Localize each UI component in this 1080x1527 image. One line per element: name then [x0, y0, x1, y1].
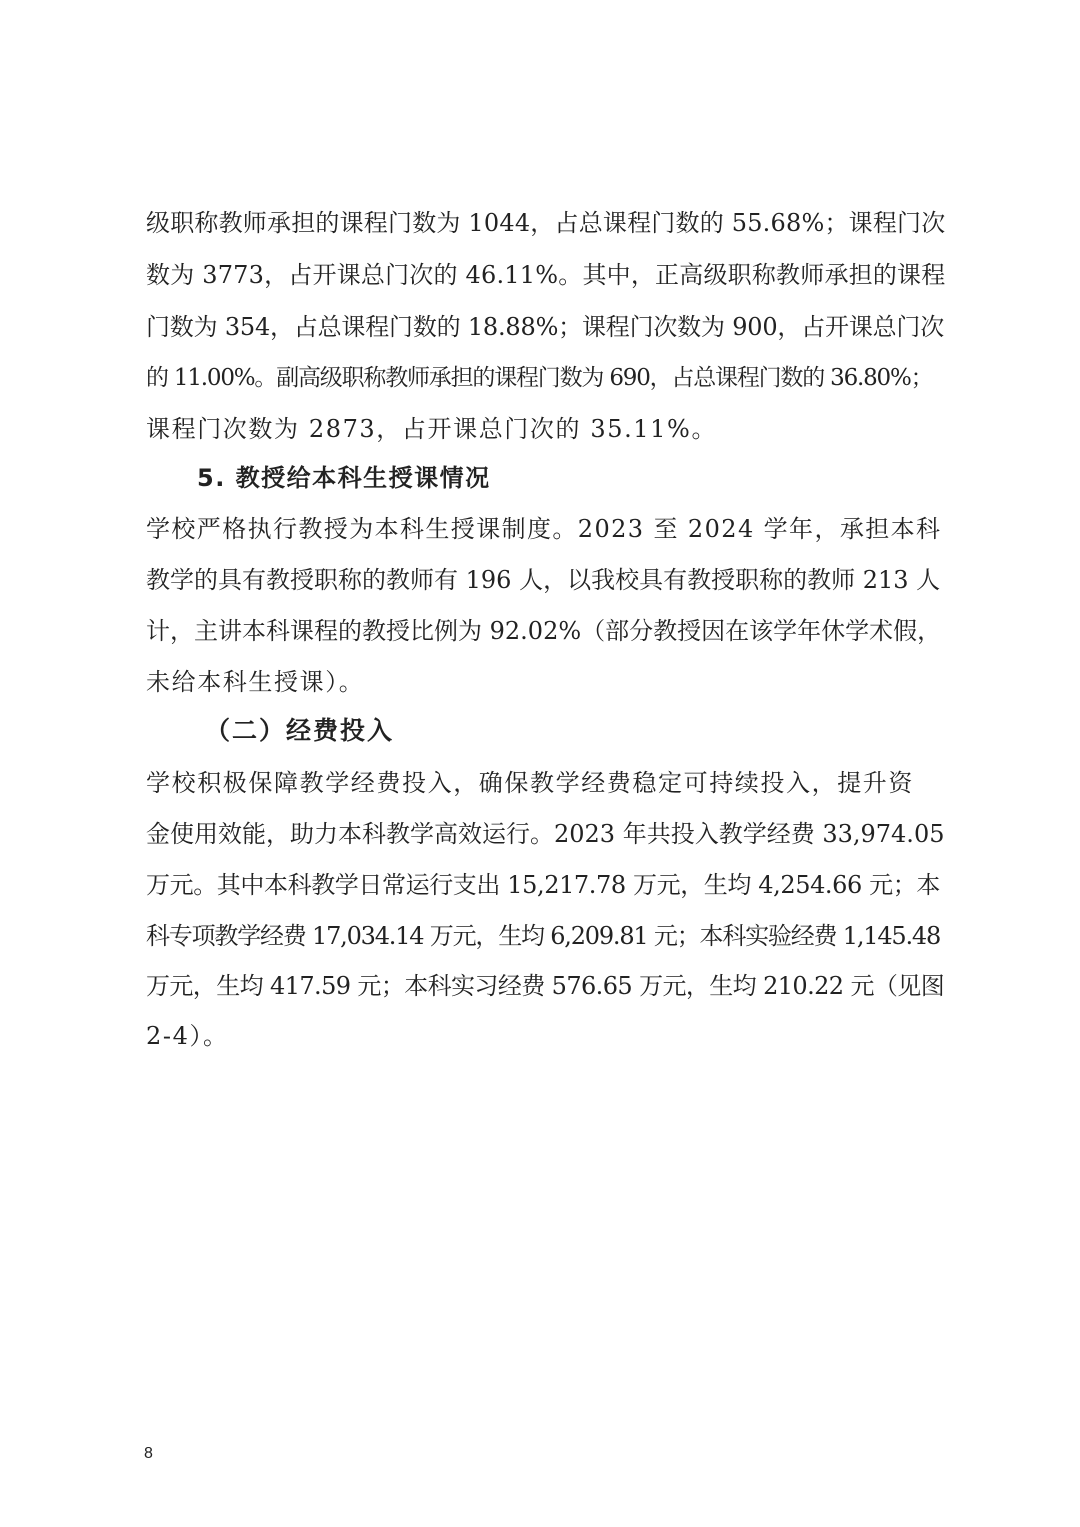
paragraph-line: 科专项教学经费 17,034.14 万元，生均 6,209.81 元；本科实验经费 1,145.48: [146, 922, 941, 950]
paragraph-line: 万元。其中本科教学日常运行支出 15,217.78 万元，生均 4,254.66 元；本: [146, 871, 940, 899]
paragraph-line: 门数为 354，占总课程门数的 18.88%；课程门次数为 900，占开课总门次: [146, 313, 945, 341]
paragraph-line: 学校严格执行教授为本科生授课制度。2023 至 2024 学年，承担本科: [146, 515, 942, 543]
paragraph-line: 计，主讲本科课程的教授比例为 92.02%（部分教授因在该学年休学术假，: [146, 617, 942, 645]
paragraph-line: 未给本科生授课）。: [146, 668, 365, 696]
page-number: 8: [144, 1445, 153, 1462]
section-heading-funding: （二）经费投入: [205, 716, 395, 745]
paragraph-line: 级职称教师承担的课程门数为 1044，占总课程门数的 55.68%；课程门次: [146, 209, 946, 237]
paragraph-line: 学校积极保障教学经费投入，确保教学经费稳定可持续投入，提升资: [146, 769, 914, 797]
paragraph-line: 2-4）。: [146, 1022, 229, 1050]
paragraph-line: 万元，生均 417.59 元；本科实习经费 576.65 万元，生均 210.22 元（见图: [146, 972, 945, 1000]
paragraph-line: 金使用效能，助力本科教学高效运行。2023 年共投入教学经费 33,974.05: [146, 820, 945, 848]
section-heading-professor-teaching: 5. 教授给本科生授课情况: [197, 464, 491, 492]
paragraph-line: 的 11.00%。副高级职称教师承担的课程门数为 690，占总课程门数的 36.80%；: [146, 365, 933, 391]
paragraph-line: 课程门次数为 2873，占开课总门次的 35.11%。: [146, 415, 718, 443]
paragraph-line: 数为 3773，占开课总门次的 46.11%。其中，正高级职称教师承担的课程: [146, 261, 946, 289]
paragraph-line: 教学的具有教授职称的教师有 196 人，以我校具有教授职称的教师 213 人: [146, 566, 941, 594]
